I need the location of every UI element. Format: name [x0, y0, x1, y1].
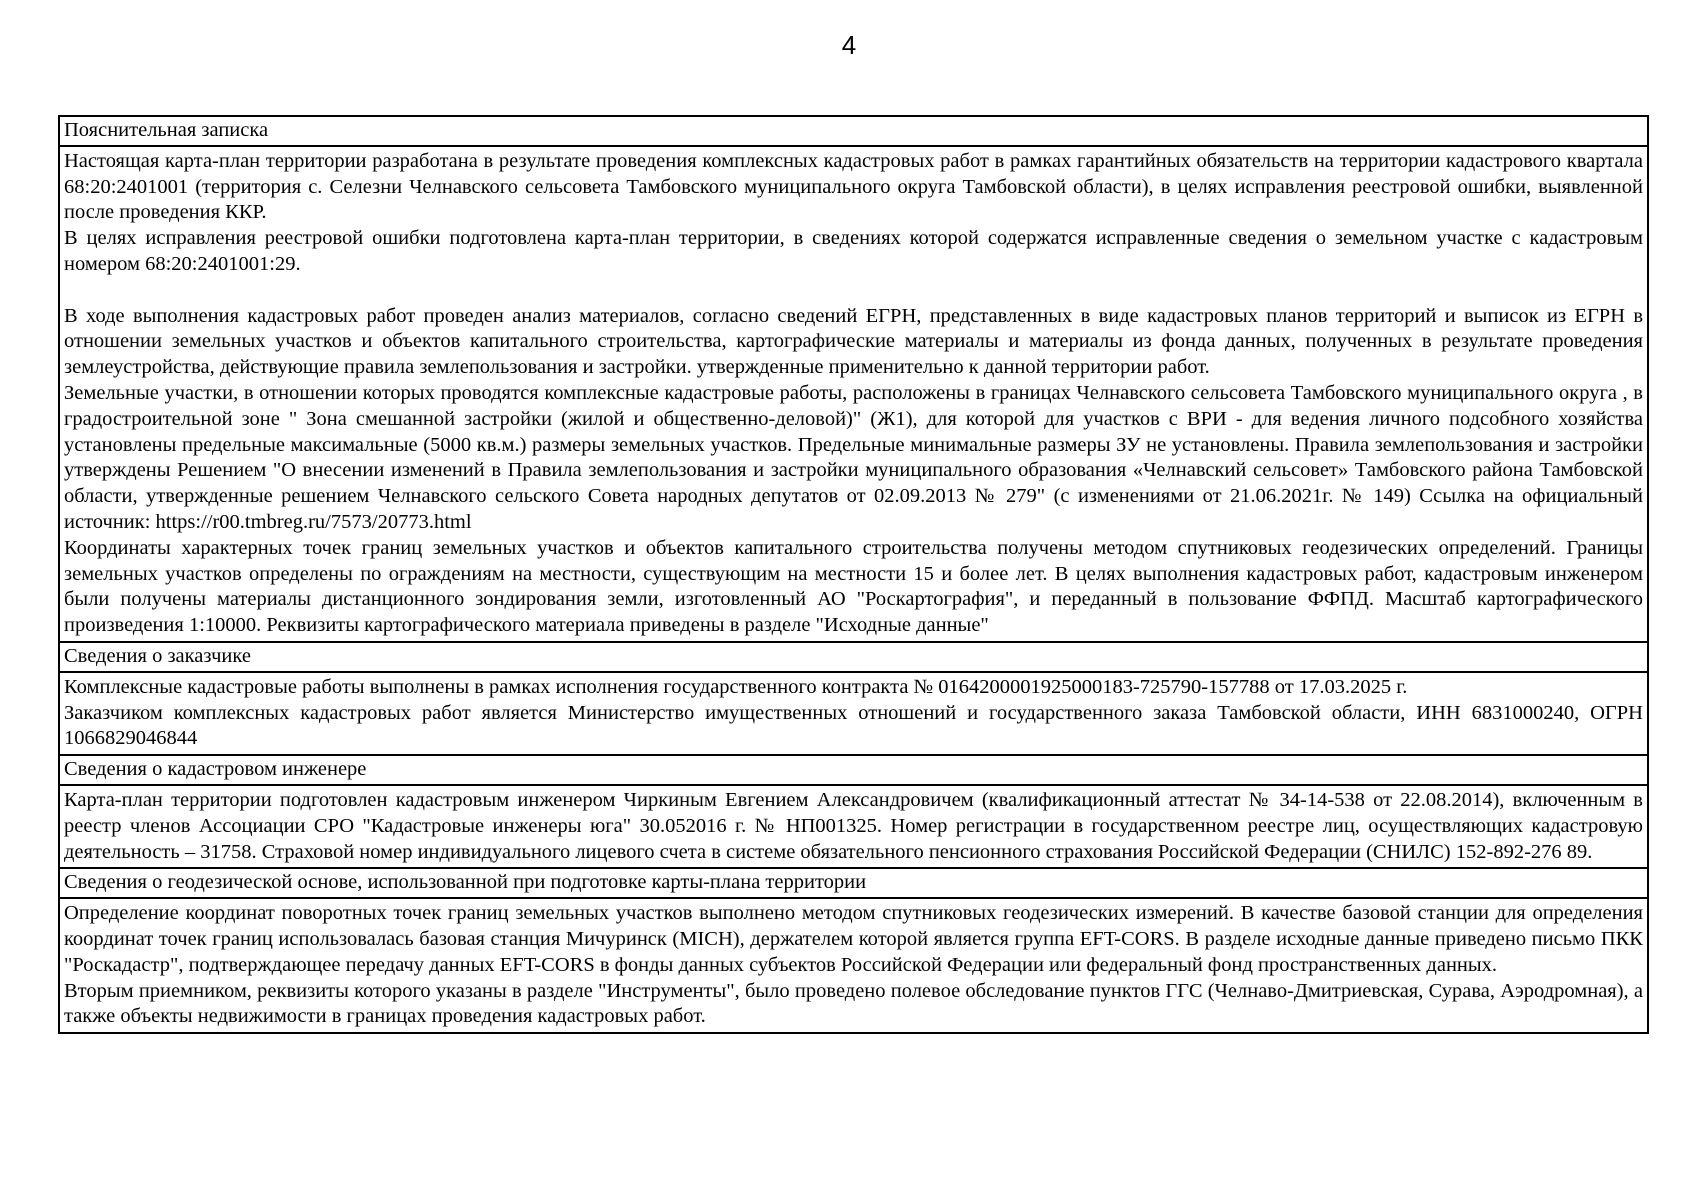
note-paragraph-4: Земельные участки, в отношении которых проводятся комплексные кадастровые работы, расположены в границах Челнавского сельсовета Тамбовского муниципального округа , в градостроительной зоне " Зона смешанной застройки (жилой и общественно-деловой)" (Ж1), для которой для участков с ВРИ - для ведения личного подсобного хозяйства установлены предельные максимальные (5000 кв.м.) размеры земельных участков. Предельные минимальные размеры ЗУ не установлены. Правила землепользования и застройки утверждены Решением "О внесении изменений в Правила землепользования и застройки муниципального образования «Челнавский сельсовет» Тамбовского района Тамбовской области, утвержденные решением Челнавского сельского Совета народных депутатов от 02.09.2013 № 279" (с изменениями от 21.06.2021г. № 149) Ссылка на официальный источник: https://r00.tmbreg.ru/7573/20773.html [64, 381, 1643, 533]
customer-paragraph-1: Комплексные кадастровые работы выполнены в рамках исполнения государственного контракта № 0164200001925000183-725790-157788 от 17.03.2025 г. [64, 675, 1408, 698]
customer-paragraph-2: Заказчиком комплексных кадастровых работ является Министерство имущественных отношений и государственного заказа Тамбовской области, ИНН 6831000240, ОГРН 1066829046844 [64, 701, 1643, 750]
note-paragraph-3: В ходе выполнения кадастровых работ проведен анализ материалов, согласно сведений ЕГРН, представленных в виде кадастровых планов территорий и выписок из ЕГРН в отношении земельных участков и объектов капитального строительства, картографические материалы и материалы из фонда данных, полученных в результате проведения землеустройства, действующие правила землепользования и застройки. утвержденные применительно к данной территории работ. [64, 304, 1643, 379]
explanatory-note-table [58, 115, 1649, 1034]
engineer-paragraph-1: Карта-план территории подготовлен кадастровым инженером Чиркиным Евгением Александровичем (квалификационный аттестат № 34-14-538 от 22.08.2014), включенным в реестр членов Ассоциации СРО "Кадастровые инженеры юга" 30.052016 г. № НП001325. Номер регистрации в государственном реестре лиц, осуществляющих кадастровую деятельность – 31758. Страховой номер индивидуального лицевого счета в системе обязательного пенсионного страхования Российской Федерации (СНИЛС) 152-892-276 89. [64, 788, 1643, 863]
section-header-customer: Сведения о заказчике [60, 641, 1647, 671]
note-paragraph-2: В целях исправления реестровой ошибки подготовлена карта-план территории, в сведениях которой содержатся исправленные сведения о земельном участке с кадастровым номером 68:20:2401001:29. [64, 227, 1643, 275]
section-body-note [60, 145, 1647, 641]
section-header-engineer: Сведения о кадастровом инженере [60, 754, 1647, 784]
note-paragraph-1: Настоящая карта-план территории разработана в результате проведения комплексных кадастровых работ в рамках гарантийных обязательств на территории кадастрового квартала 68:20:2401001 (территория с. Селезни Челнавского сельсовета Тамбовского муниципального округа Тамбовской области), в целях исправления реестровой ошибки, выявленной после проведения ККР. [64, 149, 1643, 224]
page-number: 4 [841, 30, 857, 60]
section-body-customer [60, 671, 1647, 754]
section-header-note: Пояснительная записка [64, 119, 269, 141]
note-paragraph-5: Координаты характерных точек границ земельных участков и объектов капитального строительства получены методом спутниковых геодезических определений. Границы земельных участков определены по ограждениям на местности, существующим на местности 15 и более лет. В целях выполнения кадастровых работ, кадастровым инженером были получены материалы дистанционного зондирования земли, изготовленный АО "Роскартография", и переданный в пользование ФФПД. Масштаб картографического произведения 1:10000. Реквизиты картографического материала приведены в разделе "Исходные данные" [64, 536, 1643, 637]
section-header-geodetic: Сведения о геодезической основе, использованной при подготовке карты-плана территории [60, 867, 1647, 897]
section-body-geodetic [60, 897, 1647, 1032]
geodetic-paragraph-1: Определение координат поворотных точек границ земельных участков выполнено методом спутниковых геодезических измерений. В качестве базовой станции для определения координат точек границ использовалась базовая станция Мичуринск (MICH), держателем которой является группа EFT-CORS. В разделе исходные данные приведено письмо ПКК "Роскадастр", подтверждающее передачу данных EFT-CORS в фонды данных субъектов Российской Федерации или федеральный фонд пространственных данных. [64, 902, 1643, 976]
section-body-engineer [60, 784, 1647, 867]
geodetic-paragraph-2: Вторым приемником, реквизиты которого указаны в разделе "Инструменты", было проведено полевое обследование пунктов ГГС (Челнаво-Дмитриевская, Сурава, Аэродромная), а также объекты недвижимости в границах проведения кадастровых работ. [64, 979, 1643, 1028]
